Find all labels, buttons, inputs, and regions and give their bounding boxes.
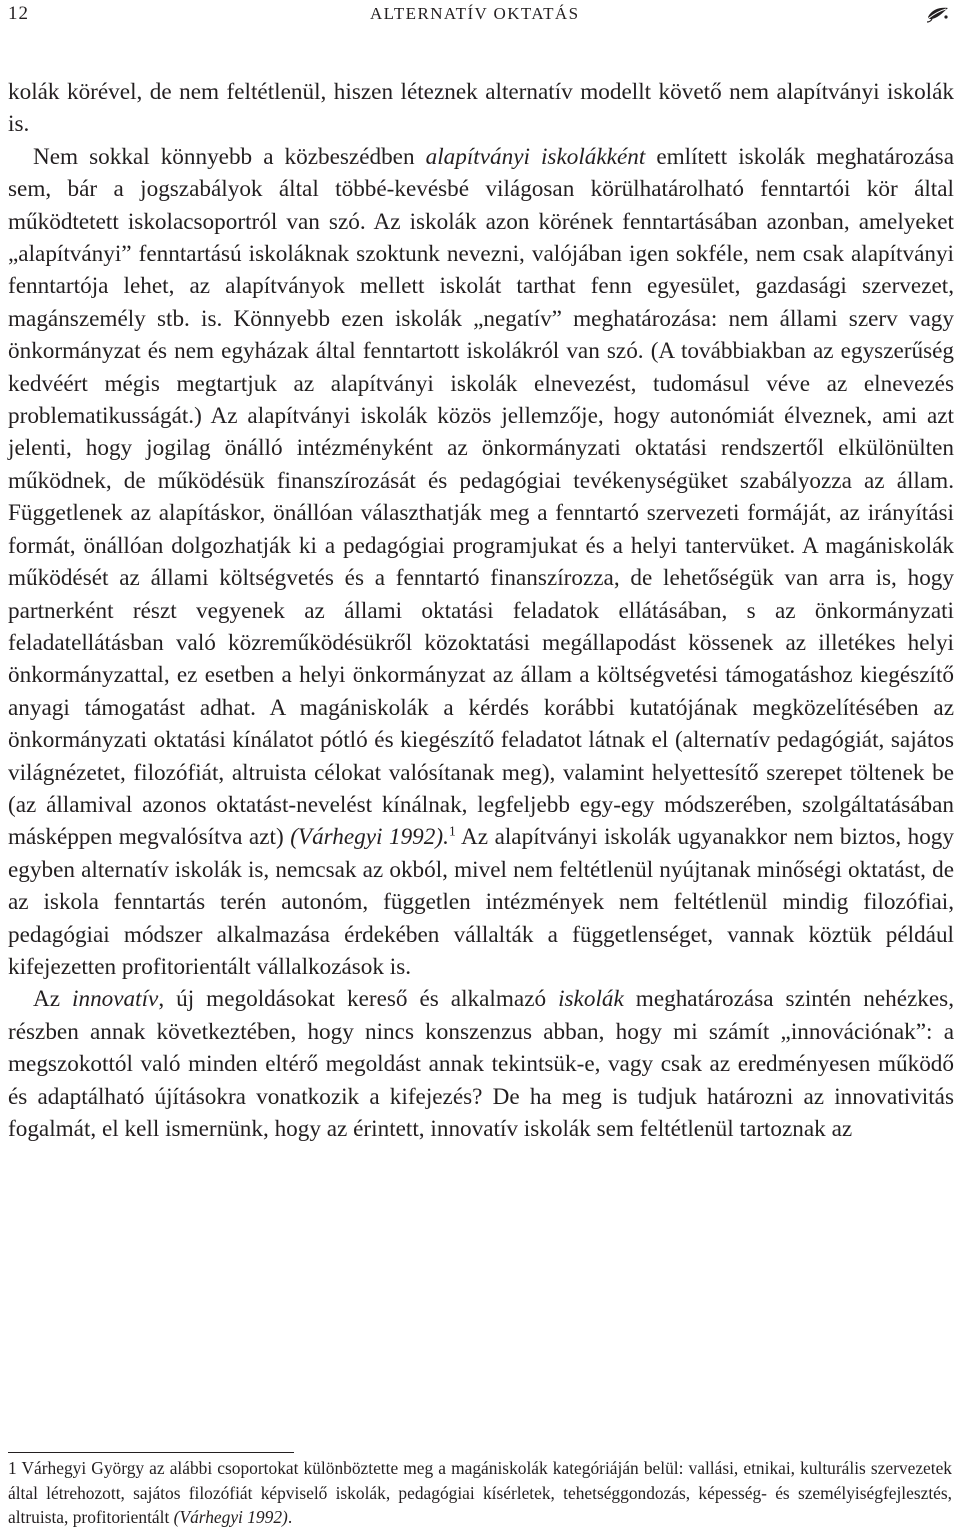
footnote-reference[interactable]: 1	[448, 824, 456, 840]
footnote-divider	[8, 1452, 294, 1453]
page-header	[0, 0, 960, 30]
running-title: ALTERNATÍV OKTATÁS	[370, 4, 580, 23]
page-number: 12	[8, 3, 29, 24]
citation-varhegyi: (Várhegyi 1992).	[290, 824, 449, 851]
footnote-text: Várhegyi György az alábbi csoportokat különböztette meg a magániskolák kategóriáján belül: vallási, etnikai, kulturális szervezetek által létrehozott, sajátos filozófiát képviselő iskolák, pedagógiai kísérletek, tehetséggondozás, képesség- és személyiségfejlesztés, altruista, profitorientált	[8, 1458, 952, 1528]
main-text	[8, 76, 954, 1145]
leaf-ornament-icon	[926, 3, 950, 23]
paragraph-2: Nem sokkal könnyebb a közbeszédben alapítványi iskolákként említett iskolák meghatározása sem, bár a jogszabályok által többé-kevésbé világosan körülhatárolható fenntartói kör által működtetett iskolacsoportról van szó. Az iskolák azon körének fenntartásában azonban, amelyeket „alapítványi” fenntartású iskoláknak szoktunk nevezni, valójában igen sokféle, nem csak alapítványi fenntartója lehet, az alapítványok mellett iskolát tarthat fenn egyesület, gazdasági szervezet, magánszemély stb. is. Könnyebb ezen iskolák „negatív” meghatározása: nem állami szerv vagy önkormányzat és nem egyházak által fenntartott iskolákról van szó. (A továbbiakban az egyszerűség kedvéért mégis megtartjuk az alapítványi iskolák elnevezést, tudomásul véve az elnevezés problematikusságát.) Az alapítványi iskolák közös jellemzője, hogy autonómiát élveznek, ami azt jelenti, hogy jogilag önálló intézményként az önkormányzati oktatási rendszertől elkülönülten működnek, de működésük finanszírozását és pedagógiai tevékenységüket szabályozza az állam. Függetlenek az alapításkor, önállóan választhatják meg a fenntartó szervezeti formáját, az irányítási formát, önállóan dolgozhatják ki a pedagógiai programjukat és a helyi tantervüket. A magániskolák működését az állami költségvetés és a fenntartó finanszírozza, de lehetőségük van arra is, hogy partnerként részt vegyenek az állami oktatási feladatok ellátásában, s az önkormányzati feladatellátásban való közreműködésükről közoktatási megállapodást kössenek az illetékes helyi önkormányzattal, ez esetben a helyi önkormányzat az állam a költségvetési támogatáshoz kiegészítő anyagi támogatást adhat. A magániskolák a kérdés korábbi kutatójának megközelítésében az önkormányzati oktatási kínálatot pótló és kiegészítő feladatot látnak el (alternatív pedagógiát, sajátos világnézetet, filozófiát, altruista célokat valósítanak meg), valamint helyettesítő szerepet töltenek be (az államival azonos oktatást-nevelést kínálnak, legfeljebb egy-egy módszerében, szolgáltatásában másképpen megvalósítva azt) (Várhegyi 1992).$^1$ Az alapítványi iskolák ugyanakkor nem biztos, hogy egyben alternatív iskolák is, nemcsak az okból, mivel nem feltétlenül nyújtanak minőségi oktatást, de az iskola fenntartás terén autonóm, független intézmények nem feltétlenül mindig filozófiai, pedagógiai módszer alkalmazása érdekében vállalták a függetlenséget, vannak köztük például kifejezetten profitorientált vállalkozások is.	[8, 143, 954, 980]
paragraph-3: Az innovatív, új megoldásokat kereső és alkalmazó iskolák meghatározása szintén nehézkes, részben annak következtében, hogy nincs konszenzus abban, hogy mi számít „innovációnak”: a megszokottól való minden eltérő megoldást annak tekintsük-e, vagy csak az eredményesen működő és adaptálható újításokra vonatkozik a kifejezés? De ha meg is tudjuk határozni az innovativitás fogalmát, el kell ismernünk, hogy az érintett, innovatív iskolák sem feltétlenül tartoznak az	[8, 986, 954, 1142]
footnote: 1 Várhegyi György az alábbi csoportokat különböztette meg a magániskolák kategóriáján belül: vallási, etnikai, kulturális szervezetek által létrehozott, sajátos filozófiát képviselő iskolák, pedagógiai kísérletek, tehetséggondozás, képesség- és személyiségfejlesztés, altruista, profitorientált (Várhegyi 1992).	[8, 1458, 952, 1528]
emphasis-innovativ: innovatív	[72, 986, 159, 1013]
emphasis-iskolak: iskolák	[558, 986, 624, 1013]
paragraph-1: kolák körével, de nem feltétlenül, hiszen léteznek alternatív modellt követő nem alapítványi iskolák is.	[8, 79, 954, 138]
footnote-citation: (Várhegyi 1992)	[173, 1507, 288, 1528]
footnote-number: 1	[8, 1458, 17, 1478]
emphasis-alapitvanyi-iskolakkent: alapítványi iskolákként	[425, 143, 646, 170]
